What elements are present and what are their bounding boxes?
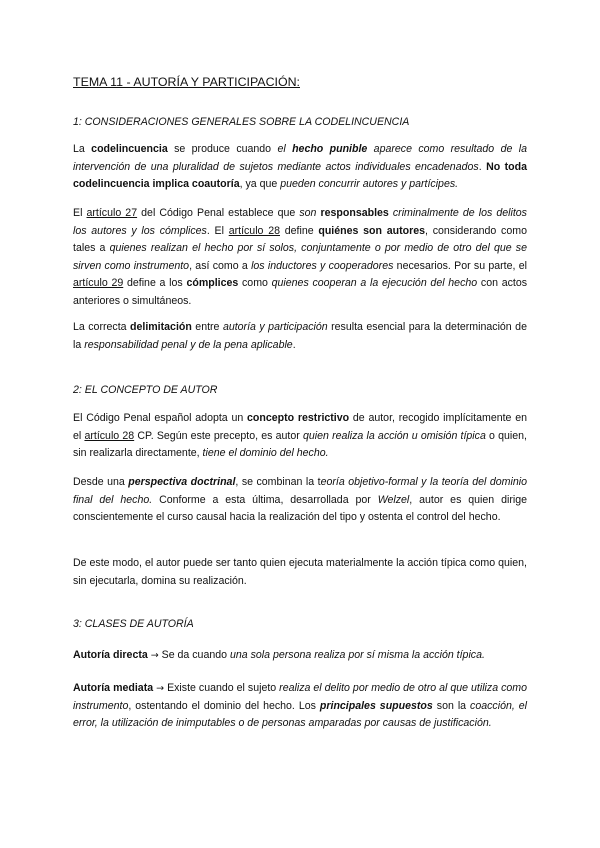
article-29-link: artículo 29 <box>73 277 124 289</box>
article-28-link: artículo 28 <box>228 224 280 237</box>
section-2-paragraph-2: Desde una perspectiva doctrinal, se combinan la teoría objetivo-formal y la teoría del dominio final del hecho. Conforme a esta última, desarrollada por Welzel, autor es quien dirige conscientemente el curso causal hacia la realización del tipo y ostenta el control del hecho. <box>73 476 527 523</box>
section-2-heading: 2: EL CONCEPTO DE AUTOR <box>73 384 218 396</box>
section-1-paragraph-1: La codelincuencia se produce cuando el hecho punible aparece como resultado de la intervención de una pluralidad de sujetos mediante actos individuales encadenados. No toda codelincuencia implica coautoría, ya que pueden concurrir autores y partícipes. <box>73 143 527 190</box>
article-27-link: artículo 27 <box>86 207 138 219</box>
section-2-paragraph-1: El Código Penal español adopta un concepto restrictivo de autor, recogido implícitamente en el artículo 28 CP. Según este precepto, es autor quien realiza la acción u omisión típica o quien, sin realizarla directamente, tiene el dominio del hecho. <box>73 412 527 459</box>
section-1-heading: 1: CONSIDERACIONES GENERALES SOBRE LA CODELINCUENCIA <box>73 116 410 128</box>
page-title: TEMA 11 - AUTORÍA Y PARTICIPACIÓN: <box>73 75 300 89</box>
section-3-heading: 3: CLASES DE AUTORÍA <box>73 618 194 630</box>
right-arrow-icon: → <box>156 683 165 694</box>
section-1-paragraph-2: El artículo 27 del Código Penal establece que son responsables criminalmente de los delitos los autores y los cómplices. El artículo 28 define quiénes son autores, considerando como tales a quienes realizan el hecho por sí solos, conjuntamente o por medio de otro del que se sirven como instrumento, así como a los inductores y cooperadores necesarios. Por su parte, el artículo 29 define a los cómplices como quienes cooperan a la ejecución del hecho con actos anteriores o simultáneos. <box>73 207 528 307</box>
right-arrow-icon: → <box>150 650 159 661</box>
article-28-link: artículo 28 <box>84 429 135 442</box>
section-1-paragraph-3: La correcta delimitación entre autoría y participación resulta esencial para la determinación de la responsabilidad penal y de la pena aplicable. <box>73 321 527 351</box>
section-2-paragraph-3: De este modo, el autor puede ser tanto quien ejecuta materialmente la acción típica como quien, sin ejecutarla, domina su realización. <box>73 557 527 587</box>
section-3-paragraph-2: Autoría mediata → Existe cuando el sujeto realiza el delito por medio de otro al que utiliza como instrumento, ostentando el dominio del hecho. Los principales supuestos son la coacción, el error, la utilización de inimputables o de personas amparadas por causas de justificación. <box>73 682 528 729</box>
section-3-paragraph-1: Autoría directa → Se da cuando una sola persona realiza por sí misma la acción típica. <box>73 649 485 661</box>
